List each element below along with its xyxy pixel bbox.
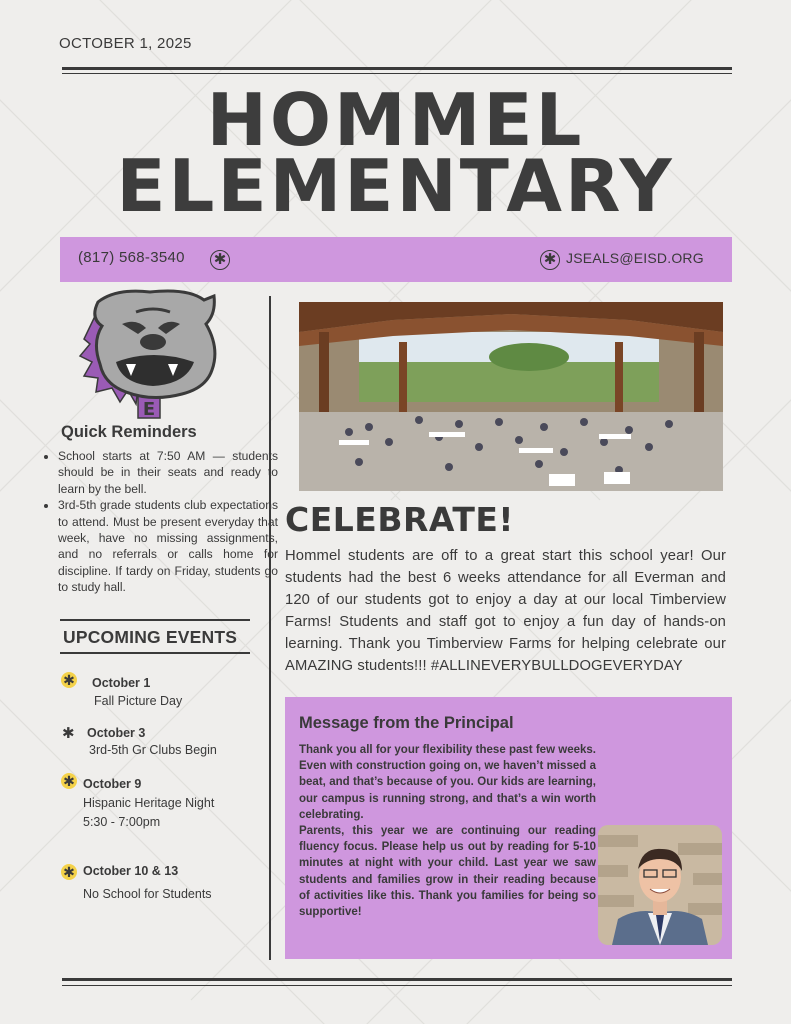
email-address[interactable]: JSEALS@EISD.ORG xyxy=(566,250,704,266)
article-body: Hommel students are off to a great start this school year! Our students had the best 6 weeks attendance for all Everman and 120 of our students got to enjoy a day at our local Timberview Farms! Students and staff got to enjoy a fun day of hands-on learning. Thank you Timberview Farms for helping celebrate our AMAZING students!!! #ALLINEVERYBULLDOGEVERYDAY xyxy=(285,548,726,674)
bottom-rule-thin xyxy=(62,985,732,986)
asterisk-icon: ✱ xyxy=(61,864,77,880)
top-rule xyxy=(62,67,732,70)
event-date: October 3 xyxy=(87,726,146,740)
events-top-rule xyxy=(60,619,250,621)
reminders-list xyxy=(44,448,278,596)
asterisk-circle-icon: ✱ xyxy=(210,250,230,270)
school-name-line1: HOMMEL xyxy=(206,78,585,162)
column-divider xyxy=(269,296,271,960)
reminder-item: • School starts at 7:50 AM — students should be in their seats and ready to learn by the bell. xyxy=(58,448,278,497)
asterisk-circle-icon: ✱ xyxy=(540,250,560,270)
bulldog-mascot-logo xyxy=(76,284,226,422)
events-bottom-rule xyxy=(60,652,250,654)
principal-message-body xyxy=(299,742,596,920)
principal-photo xyxy=(598,825,722,945)
event-description: 3rd-5th Gr Clubs Begin xyxy=(89,743,217,757)
message-paragraph: Thank you all for your flexibility these past few weeks. Even with construction going on, we haven’t missed a beat, and that’s because of you. Our kids are learning, our campus is running strong, and that’s a win worth celebrating. xyxy=(299,744,596,821)
event-description: Hispanic Heritage Night xyxy=(83,796,215,810)
principal-message-heading: Message from the Principal xyxy=(299,714,514,732)
issue-date: OCTOBER 1, 2025 xyxy=(59,35,192,52)
reminder-item: • 3rd-5th grade students club expectations to attend. Must be present everyday that week, have no missing assignments, and no referrals or calls home for discipline. If tardy on Friday, students go to study hall. xyxy=(58,497,278,595)
event-date: October 10 & 13 xyxy=(83,864,179,878)
upcoming-events-heading: UPCOMING EVENTS xyxy=(63,627,238,647)
school-name-line2: ELEMENTARY xyxy=(116,144,675,228)
timberview-farms-photo xyxy=(299,302,723,491)
message-paragraph: Parents, this year we are continuing our reading fluency focus. Please help us out by reading for 5-10 minutes at night with your child. Last year we saw students and families grow in their reading because of activities like this. Thank you families for being so supportive! xyxy=(299,825,596,919)
quick-reminders-heading: Quick Reminders xyxy=(61,423,197,441)
asterisk-icon: ✱ xyxy=(61,773,77,789)
article-heading: CELEBRATE! xyxy=(285,500,514,539)
bottom-rule xyxy=(62,978,732,981)
svg-text:E: E xyxy=(142,399,156,420)
event-description: No School for Students xyxy=(83,887,212,901)
event-time: 5:30 - 7:00pm xyxy=(83,815,161,829)
asterisk-icon: ✱ xyxy=(61,672,77,688)
phone-number[interactable]: (817) 568-3540 xyxy=(78,249,185,266)
event-date: October 1 xyxy=(92,676,151,690)
top-rule-thin xyxy=(62,73,732,74)
event-description: Fall Picture Day xyxy=(94,694,183,708)
asterisk-icon: ✱ xyxy=(62,725,75,742)
event-date: October 9 xyxy=(83,777,142,791)
